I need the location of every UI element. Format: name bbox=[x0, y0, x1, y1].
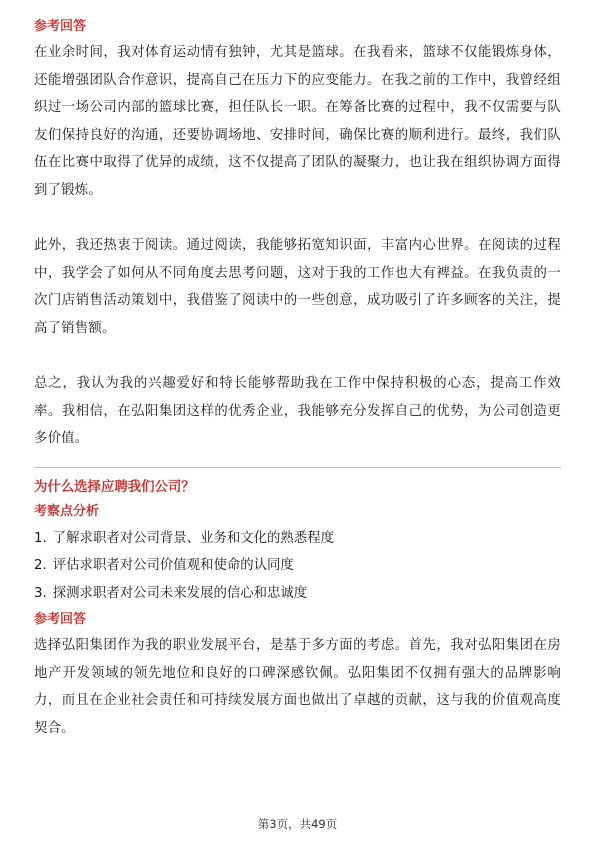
interview-question: 为什么选择应聘我们公司？ bbox=[34, 479, 195, 495]
analysis-points bbox=[34, 525, 561, 608]
list-item: 3. 探测求职者对公司未来发展的信心和忠诚度 bbox=[34, 585, 308, 601]
answer-paragraph: 选择弘阳集团作为我的职业发展平台，是基于多方面的考虑。首先，我对弘阳集团在房地产开发领域的领先地位和良好的口碑深感钦佩。弘阳集团不仅拥有强大的品牌影响力，而且在企业社会责任和可持续发展方面也做出了卓越的贡献，这与我的价值观高度契合。 bbox=[34, 638, 561, 736]
answer-paragraph: 在业余时间，我对体育运动情有独钟，尤其是篮球。在我看来，篮球不仅能锻炼身体，还能增强团队合作意识，提高自己在压力下的应变能力。在我之前的工作中，我曾经组织过一场公司内部的篮球比赛，担任队长一职。在筹备比赛的过程中，我不仅需要与队友们保持良好的沟通，还要协调场地、安排时间，确保比赛的顺利进行。最终，我们队伍在比赛中取得了优异的成绩，这不仅提高了团队的凝聚力，也让我在组织协调方面得到了锻炼。 bbox=[34, 45, 561, 198]
page-number: 第3页，共49页 bbox=[257, 817, 338, 831]
list-item: 2. 评估求职者对公司价值观和使命的认同度 bbox=[34, 558, 294, 573]
answer-label: 参考回答 bbox=[34, 612, 87, 627]
list-item: 1. 了解求职者对公司背景、业务和文化的熟悉程度 bbox=[34, 530, 334, 546]
answer-paragraph: 总之，我认为我的兴趣爱好和特长能够帮助我在工作中保持积极的心态，提高工作效率。我相信，在弘阳集团这样的优秀企业，我能够充分发挥自己的优势，为公司创造更多价值。 bbox=[34, 376, 561, 446]
answer-label: 参考回答 bbox=[34, 19, 87, 34]
answer-paragraph: 此外，我还热衷于阅读。通过阅读，我能够拓宽知识面，丰富内心世界。在阅读的过程中，我学会了如何从不同角度去思考问题，这对于我的工作也大有裨益。在我负责的一次门店销售活动策划中，我借鉴了阅读中的一些创意，成功吸引了许多顾客的关注，提高了销售额。 bbox=[34, 238, 561, 336]
analysis-label: 考察点分析 bbox=[34, 503, 100, 519]
section-divider bbox=[34, 467, 561, 468]
document-page bbox=[34, 18, 561, 742]
